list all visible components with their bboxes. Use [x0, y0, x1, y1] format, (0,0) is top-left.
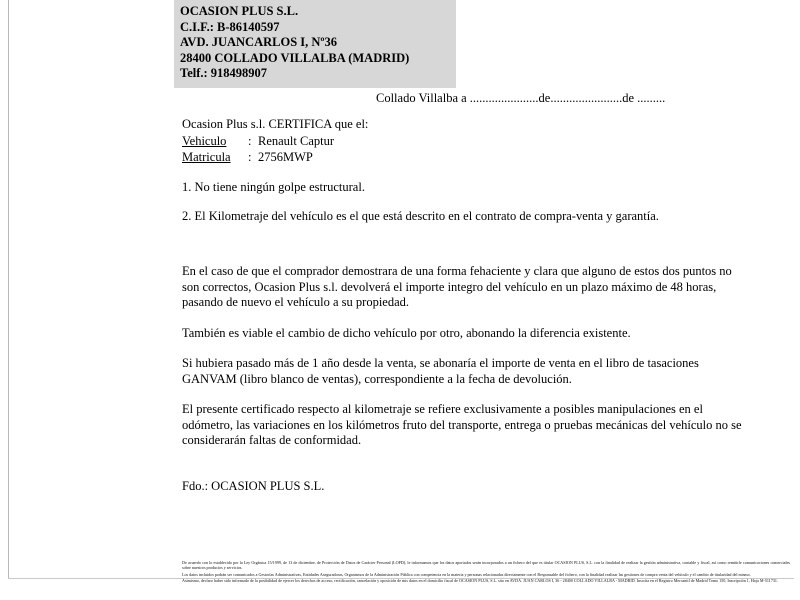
plate-separator: : — [248, 150, 252, 164]
paragraph-refund: En el caso de que el comprador demostrara de una forma fehaciente y clara que alguno de estos dos puntos no son correctos, Ocasion Plus s.l. devolverá el importe integro del vehículo en un plazo máximo de 48 horas, pasando de nuevo el vehículo a su propiedad. — [182, 264, 732, 309]
paragraph-odometer: El presente certificado respecto al kilometraje se refiere exclusivamente a posibles manipulaciones en el odómetro, las variaciones en los kilómetros fruto del transporte, entrega o pruebas mecánicas del vehículo no se considerarán faltas de conformidad. — [182, 402, 742, 447]
document-body — [182, 264, 744, 464]
plate-label: Matricula — [182, 150, 231, 164]
paragraph-exchange: También es viable el cambio de dicho vehículo por otro, abonando la diferencia existente. — [182, 325, 631, 340]
vehicle-value: Renault Captur — [258, 134, 335, 148]
point-1: 1. No tiene ningún golpe estructural. — [182, 180, 365, 194]
place-date-line: Collado Villalba a ......................de.......................de ......... — [376, 91, 666, 105]
certification-intro: Ocasion Plus s.l. CERTIFICA que el: — [182, 117, 369, 131]
page-left-rule — [8, 0, 9, 578]
field-row-matricula — [182, 149, 334, 165]
company-phone: Telf.: 918498907 — [180, 66, 268, 80]
company-address-street: AVD. JUANCARLOS I, Nº36 — [180, 35, 338, 49]
vehicle-label: Vehiculo — [182, 134, 227, 148]
company-name: OCASION PLUS S.L. — [180, 4, 299, 18]
point-2: 2. El Kilometraje del vehículo es el que está descrito en el contrato de compra-venta y garantía. — [182, 209, 659, 223]
vehicle-separator: : — [248, 134, 252, 148]
paragraph-one-year: Si hubiera pasado más de 1 año desde la venta, se abonaría el importe de venta en el libro de tasaciones GANVAM (libro blanco de ventas), correspondiente a la fecha de devolución. — [182, 356, 699, 386]
field-row-vehiculo — [182, 133, 334, 149]
signature-line: Fdo.: OCASION PLUS S.L. — [182, 479, 325, 493]
company-address-city: 28400 COLLADO VILLALBA (MADRID) — [180, 50, 410, 65]
legal-paragraph-3: Asimismo, declaro haber sido informado de la posibilidad de ejercer los derechos de acceso, rectificación, cancelación y oposición de mis datos en el domicilio fiscal de OCASION PLUS, S.L. sito en AVDA. JUAN CARLOS I, 36 - 28400 COLLADO VILLALBA - MADRID. Inscrita en el Registro Mercantil de Madrid Tomo 150, Inscripción 1, Hoja M-511731. — [182, 577, 778, 583]
legal-paragraph-2: Los datos incluidos podrán ser comunicados a Gestorías Administrativas, Entidades Aseguradoras, Organismos de la Administración Pública con competencia en la materia y personas relacionadas directamente con el Responsable del fichero, con la finalidad realizar las gestiones de compra venta del vehículo y el cambio de titularidad del mismo. — [182, 571, 751, 577]
legal-paragraph-1: De acuerdo con lo establecido por la Ley Orgánica 15/1999, de 13 de diciembre, de Protección de Datos de Carácter Personal (LOPD), le informamos que los datos aportados serán incorporados a un fichero del que es titular OCASION PLUS, S.L. con la finalidad de realizar la gestión administrativa, contable y fiscal, así como remitirle comunicaciones comerciales sobre nuestros productos y servicios. — [182, 560, 790, 571]
company-cif: C.I.F.: B-86140597 — [180, 19, 280, 34]
plate-value: 2756MWP — [258, 150, 313, 164]
company-letterhead — [174, 0, 456, 88]
vehicle-fields — [182, 133, 334, 165]
legal-notice — [182, 560, 790, 584]
certified-points — [182, 176, 742, 234]
